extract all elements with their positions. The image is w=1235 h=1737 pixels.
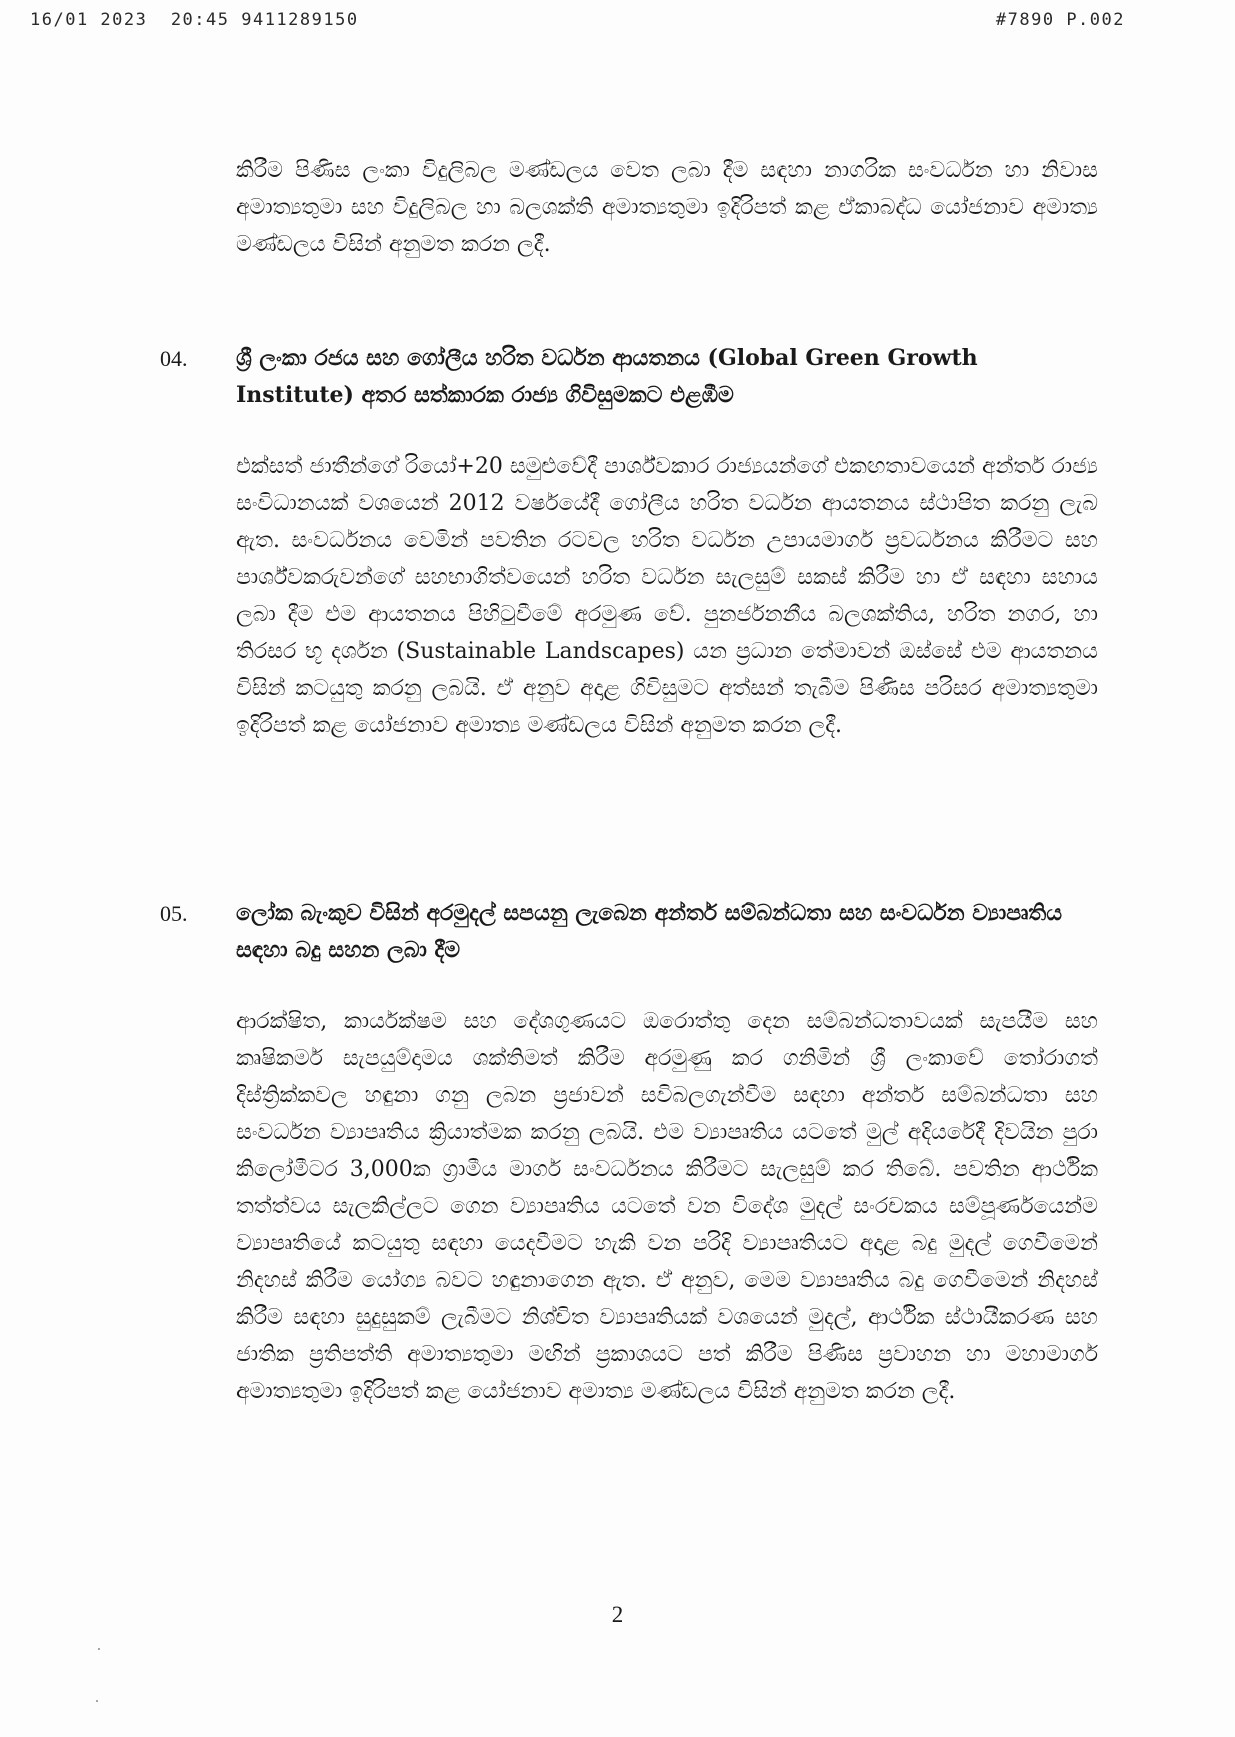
intro-paragraph: කිරීම පිණිස ලංකා විදුලිබල මණ්ඩලය වෙත ලබා දීම සඳහා නාගරික සංවර්ධන හා නිවාස අමාත්‍යතුමා සහ විදුලිබල හා බලශක්ති අමාත්‍යතුමා ඉදිරිපත් කළ ඒකාබද්ධ යෝජනාව අමාත්‍ය මණ්ඩලය විසින් අනුමත කරන ලදී.	[236, 158, 1098, 257]
item-body: එක්සත් ජාතීන්ගේ රියෝ+20 සමුළුවේදී පාර්ශ්වකාර රාජ්‍යයන්ගේ එකඟතාවයෙන් අන්තර් රාජ්‍ය සංවිධානයක් වශයෙන් 2012 වර්ෂයේදී ගෝලීය හරිත වර්ධන ආයතනය ස්ථාපිත කරනු ලැබ ඇත. සංවර්ධනය වෙමින් පවතින රටවල හරිත වර්ධන උපායමාර්ග ප්‍රවර්ධනය කිරීමට සහ පාර්ශ්වකරුවන්ගේ සහභාගිත්වයෙන් හරිත වර්ධන සැලසුම් සකස් කිරීම හා ඒ සඳහා සහාය ලබා දීම එම ආයතනය පිහිටුවීමේ අරමුණ වේ. පුනර්ජනනීය බලශක්තිය, හරිත නගර, හා තිරසර භූ දර්ශන (Sustainable Landscapes) යන ප්‍රධාන තේමාවන් ඔස්සේ එම ආයතනය විසින් කටයුතු කරනු ලබයි. ඒ අනුව අදාළ ගිවිසුමට අත්සන් තැබීම පිණිස පරිසර අමාත්‍යතුමා ඉදිරිපත් කළ යෝජනාව අමාත්‍ය මණ්ඩලය විසින් අනුමත කරන ලදී.	[236, 454, 1098, 738]
scan-speck	[96, 1700, 98, 1702]
item-number: 05.	[160, 901, 188, 926]
fax-header-right: #7890 P.002	[995, 10, 1125, 30]
item-number: 04.	[160, 346, 188, 371]
fax-header	[30, 10, 1125, 36]
fax-header-left: 16/01 2023 20:45 9411289150	[30, 10, 359, 30]
page-number: 2	[611, 1602, 624, 1627]
item-title: ලෝක බැංකුව විසින් අරමුදල් සපයනු ලැබෙන අන්තර් සම්බන්ධතා සහ සංවර්ධන ව්‍යාපෘතිය සඳහා බදු සහන ලබා දීම	[236, 900, 1063, 963]
scan-speck	[98, 1648, 100, 1650]
item-title: ශ්‍රී ලංකා රජය සහ ගෝලීය හරිත වර්ධන ආයතනය (Global Green Growth Institute) අතර සත්කාරක රාජ්‍ය ගිවිසුමකට එළඹීම	[236, 345, 978, 408]
item-body: ආරක්ෂිත, කාර්යක්ෂම සහ දේශගුණයට ඔරොත්තු දෙන සම්බන්ධතාවයක් සැපයීම සහ කෘෂිකර්ම සැපයුම්දාමය ශක්තිමත් කිරීම අරමුණු කර ගනිමින් ශ්‍රී ලංකාවේ තෝරාගත් දිස්ත්‍රික්කවල හඳුනා ගනු ලබන ප්‍රජාවන් සවිබලගැන්වීම සඳහා අන්තර් සම්බන්ධතා සහ සංවර්ධන ව්‍යාපෘතිය ක්‍රියාත්මක කරනු ලබයි. එම ව්‍යාපෘතිය යටතේ මුල් අදියරේදී දිවයින පුරා කිලෝමීටර 3,000ක ග්‍රාමීය මාර්ග සංවර්ධනය කිරීමට සැලසුම් කර තිබේ. පවතින ආර්ථික තත්ත්වය සැලකිල්ලට ගෙන ව්‍යාපෘතිය යටතේ වන විදේශ මුදල් සංරචකය සම්පූර්ණයෙන්ම ව්‍යාපෘතියේ කටයුතු සඳහා යෙදවීමට හැකි වන පරිදි ව්‍යාපෘතියට අදාළ බදු මුදල් ගෙවීමෙන් නිදහස් කිරීම යෝග්‍ය බවට හඳුනාගෙන ඇත. ඒ අනුව, මෙම ව්‍යාපෘතිය බදු ගෙවීමෙන් නිදහස් කිරීම සඳහා සුදුසුකම් ලැබීමට නිශ්චිත ව්‍යාපෘතියක් වශයෙන් මුදල්, ආර්ථික ස්ථායීකරණ සහ ජාතික ප්‍රතිපත්ති අමාත්‍යතුමා මඟින් ප්‍රකාශයට පත් කිරීම පිණිස ප්‍රවාහන හා මහාමාර්ග අමාත්‍යතුමා ඉදිරිපත් කළ යෝජනාව අමාත්‍ය මණ්ඩලය විසින් අනුමත කරන ලදී.	[236, 1009, 1098, 1404]
